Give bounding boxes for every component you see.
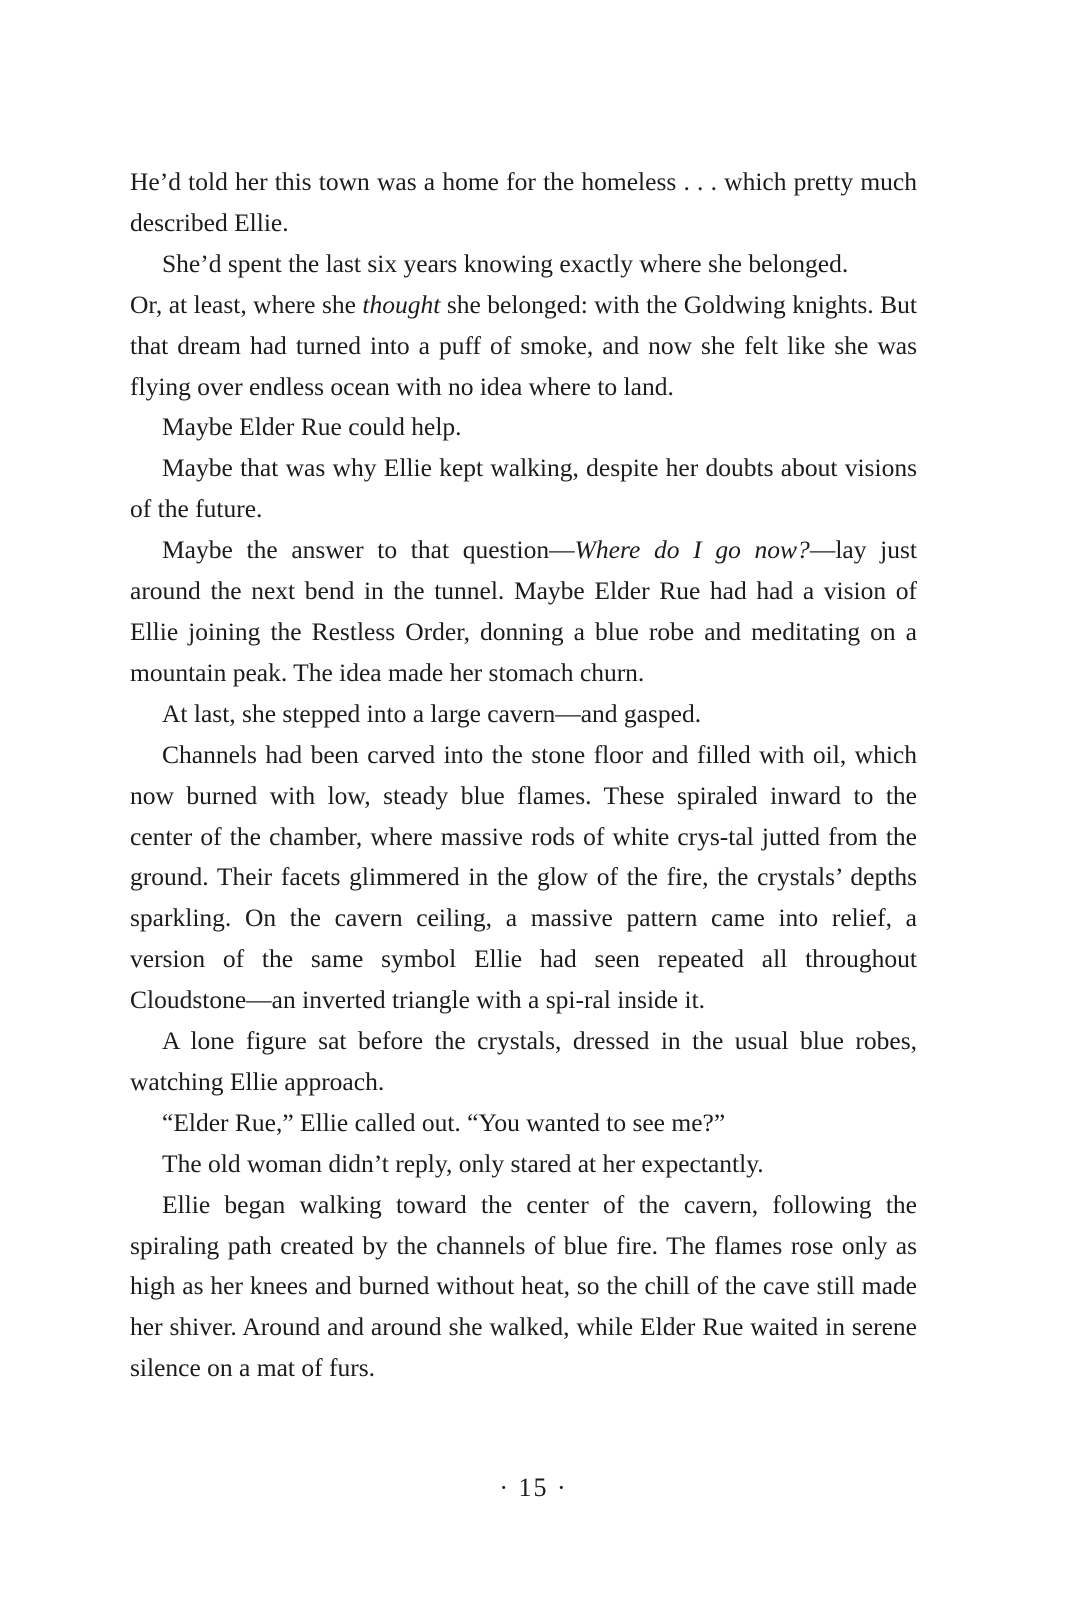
paragraph-10: “Elder Rue,” Ellie called out. “You wanted to see me?” (162, 1107, 726, 1137)
page-number: · 15 · (499, 1473, 568, 1502)
paragraph-5: Maybe that was why Ellie kept walking, despite her doubts about visions of the future. (130, 453, 917, 524)
paragraph-2: She’d spent the last six years knowing exactly where she belonged. (162, 248, 849, 278)
paragraph-12: Ellie began walking toward the center of the cavern, following the spiraling path created by the channels of blue fire. The flames rose only as high as her knees and burned without heat, so the chill of the cave still made her shiver. Around and around she walked, while Elder Rue waited in serene silence on a mat of furs. (130, 1189, 917, 1383)
paragraph-4: Maybe Elder Rue could help. (162, 412, 462, 442)
paragraph-11: The old woman didn’t reply, only stared at her expectantly. (162, 1148, 764, 1178)
body-text (130, 162, 917, 1389)
paragraph-8: Channels had been carved into the stone floor and filled with oil, which now burned with low, steady blue flames. These spiraled inward to the center of the chamber, where massive rods of white crys-tal jutted from the ground. Their facets glimmered in the glow of the fire, the crystals’ depths sparkling. On the cavern ceiling, a massive pattern came into relief, a version of the same symbol Ellie had seen repeated all throughout Cloudstone—an inverted triangle with a spi-ral inside it. (130, 739, 917, 1015)
paragraph-7: At last, she stepped into a large cavern—and gasped. (162, 698, 702, 728)
paragraph-6: Maybe the answer to that question—Where do I go now?—lay just around the next bend in the tunnel. Maybe Elder Rue had had a vision of Ellie joining the Restless Order, donning a blue robe and meditating on a mountain peak. The idea made her stomach churn. (130, 535, 918, 687)
paragraph-1: He’d told her this town was a home for the homeless . . . which pretty much described Ellie. (130, 167, 917, 237)
paragraph-9: A lone figure sat before the crystals, dressed in the usual blue robes, watching Ellie approach. (130, 1026, 917, 1096)
paragraph-3: Or, at least, where she thought she belonged: with the Goldwing knights. But that dream had turned into a puff of smoke, and now she felt like she was flying over endless ocean with no idea where to land. (130, 289, 917, 401)
